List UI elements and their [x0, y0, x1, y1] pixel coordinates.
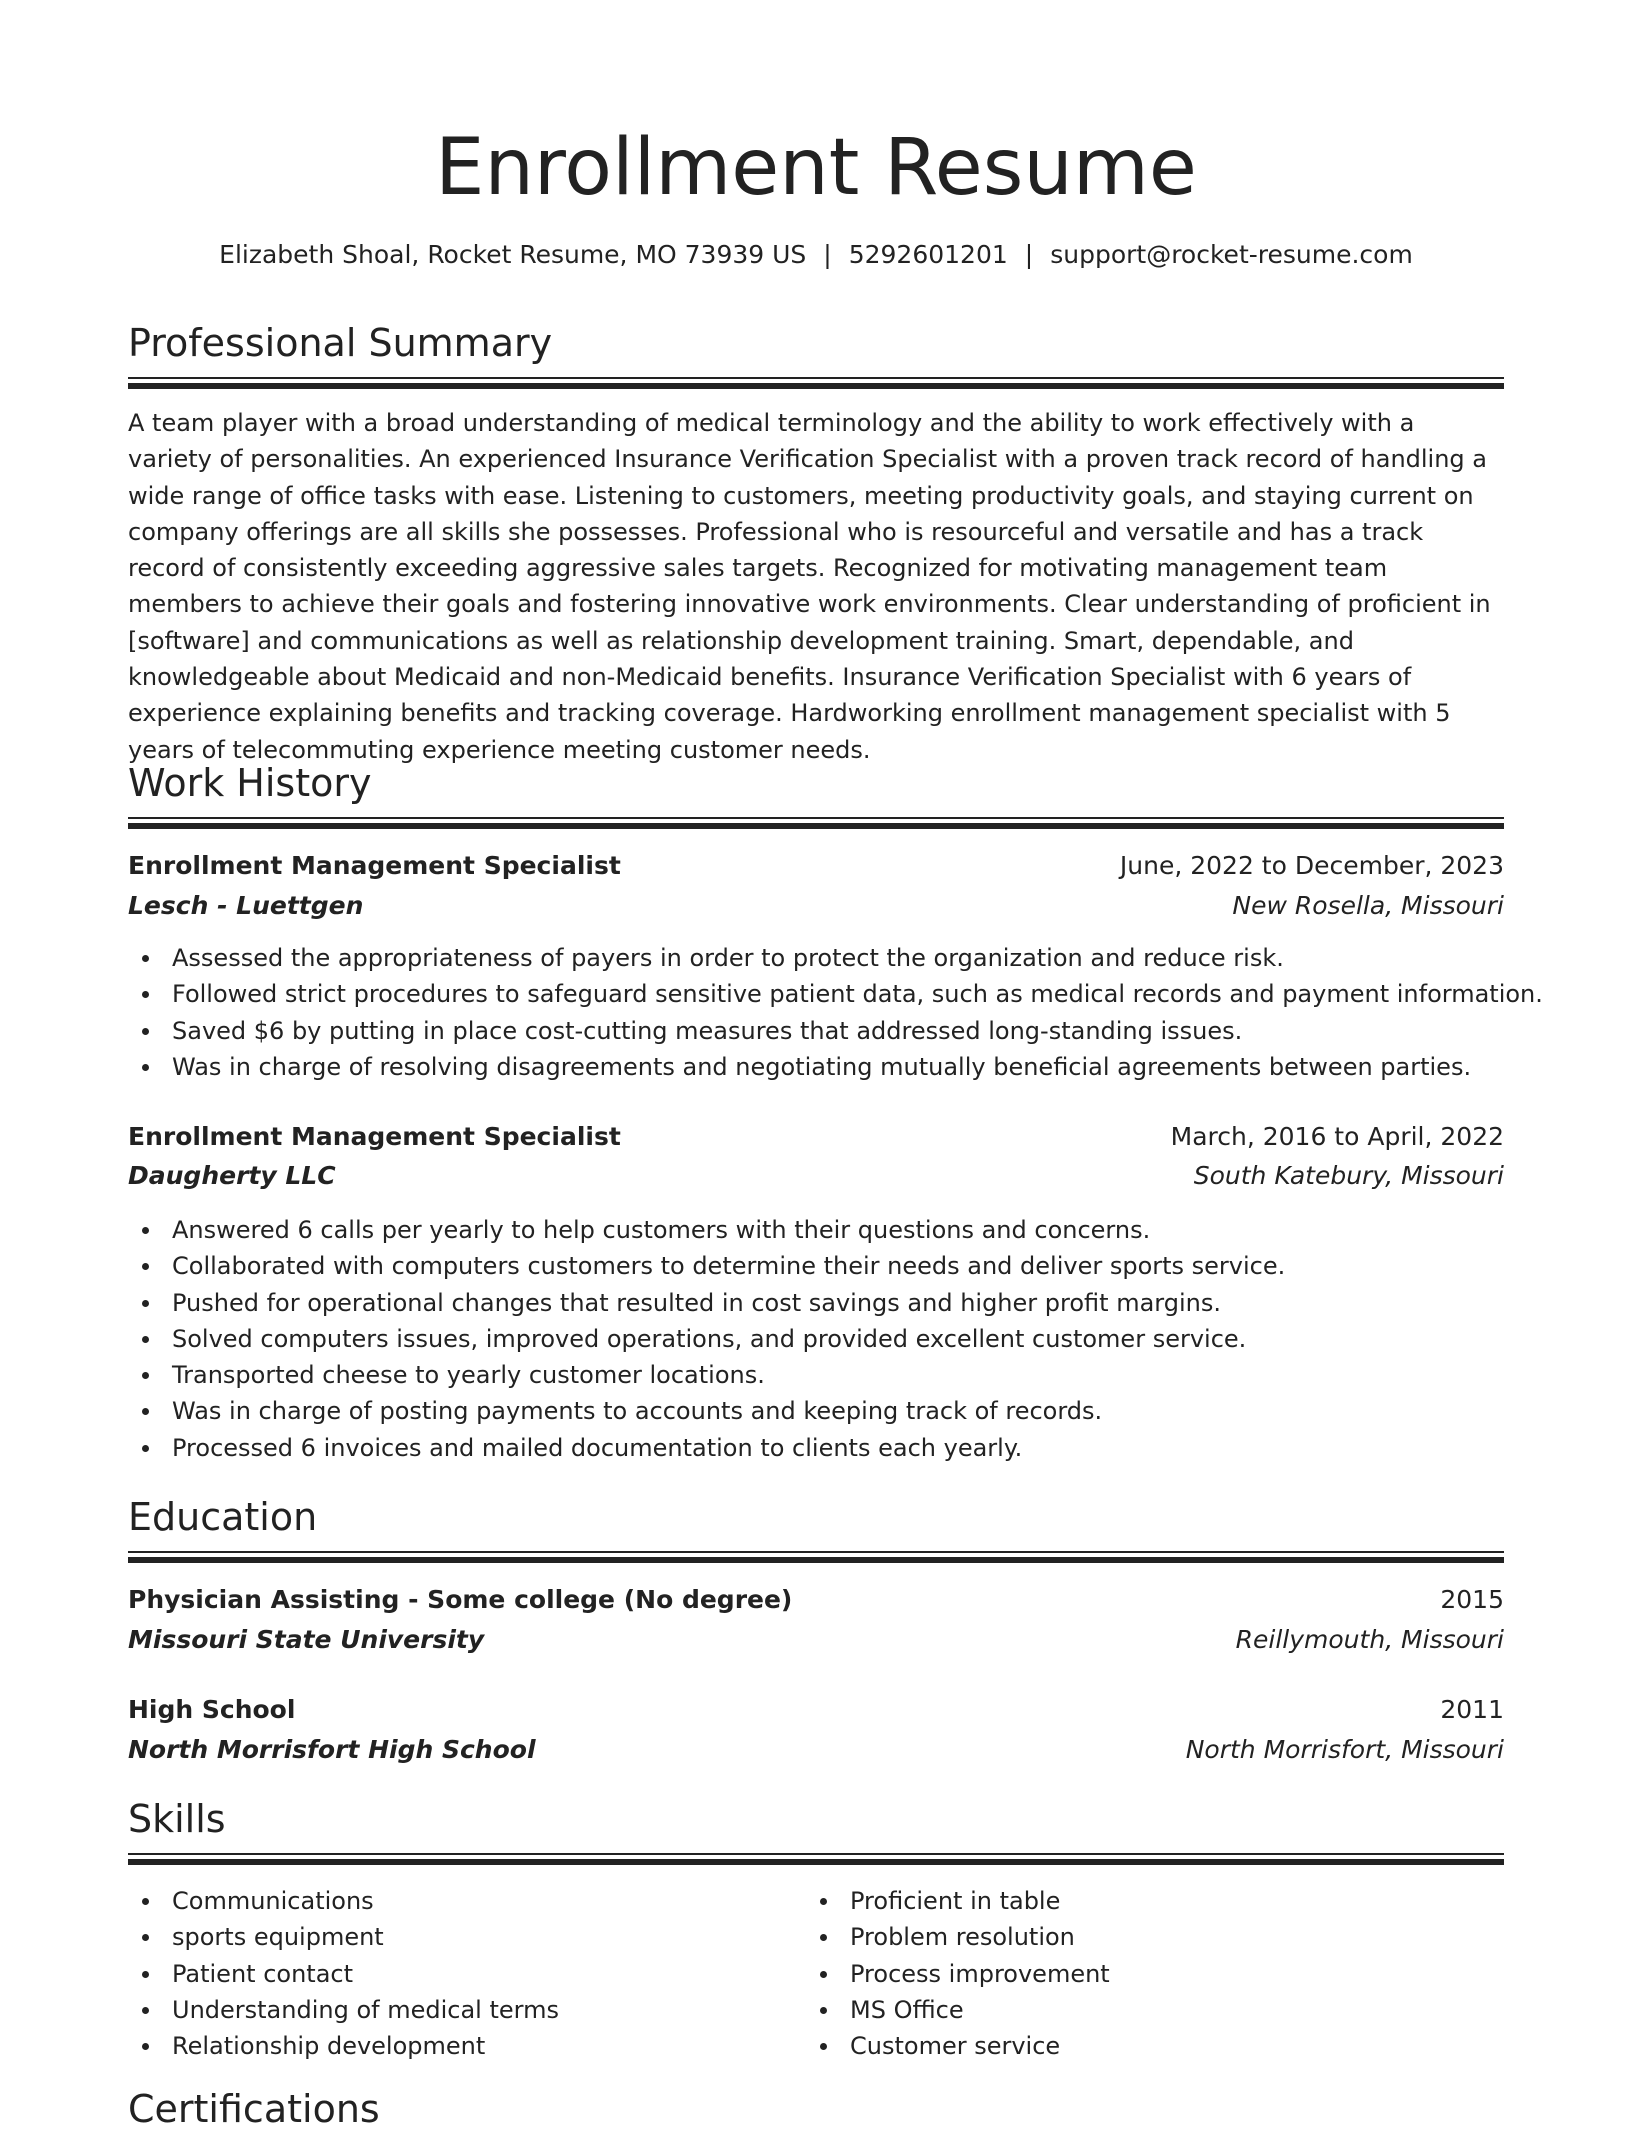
skills-list-left — [128, 1883, 806, 2064]
education-degree: High School — [128, 1695, 296, 1724]
list-item: Saved $6 by putting in place cost-cutting measures that addressed long-standing issues. — [128, 1013, 1504, 1049]
job-dates: March, 2016 to April, 2022 — [1170, 1122, 1504, 1151]
skill-item: Communications — [128, 1883, 806, 1919]
job-company-row — [128, 887, 1504, 925]
list-item: Answered 6 calls per yearly to help customers with their questions and concerns. — [128, 1212, 1504, 1248]
job-header-row — [128, 847, 1504, 885]
section-divider — [128, 817, 1504, 831]
education-school-row — [128, 1731, 1504, 1769]
list-item: Followed strict procedures to safeguard sensitive patient data, such as medical records and payment information. — [128, 976, 1504, 1012]
education-school: Missouri State University — [128, 1625, 485, 1654]
contact-line — [0, 237, 1632, 273]
education-header-row — [128, 1691, 1504, 1729]
job-location: New Rosella, Missouri — [1232, 891, 1504, 920]
summary-text: A team player with a broad understanding of medical terminology and the ability to work effectively with a variety of personalities. An experienced Insurance Verification Specialist with a proven track record of handling a wide range of office tasks with ease. Listening to customers, meeting productivity goals, and staying current on company offerings are all skills she possesses. Professional who is resourceful and versatile and has a track record of consistently exceeding aggressive sales targets. Recognized for motivating management team members to achieve their goals and fostering innovative work environments. Clear understanding of proficient in [software] and communications as well as relationship development training. Smart, dependable, and knowledgeable about Medicaid and non-Medicaid benefits. Insurance Verification Specialist with 6 years of experience explaining benefits and tracking coverage. Hardworking enrollment management specialist with 5 years of telecommuting experience meeting customer needs. — [128, 409, 1491, 764]
skill-item: Relationship development — [128, 2028, 806, 2064]
job-dates: June, 2022 to December, 2023 — [1119, 851, 1504, 880]
contact-separator: | — [1024, 240, 1034, 269]
job-company: Daugherty LLC — [128, 1161, 336, 1190]
section-title-education: Education — [128, 1495, 318, 1539]
skill-item: Understanding of medical terms — [128, 1992, 806, 2028]
job-company-row — [128, 1157, 1504, 1195]
job-location: South Katebury, Missouri — [1193, 1161, 1504, 1190]
resume-title: Enrollment Resume — [435, 123, 1197, 213]
section-title-skills: Skills — [128, 1797, 226, 1841]
section-title-work-history: Work History — [128, 761, 372, 805]
list-item: Was in charge of posting payments to accounts and keeping track of records. — [128, 1393, 1504, 1429]
list-item: Pushed for operational changes that resulted in cost savings and higher profit margins. — [128, 1285, 1504, 1321]
skill-item: Patient contact — [128, 1956, 806, 1992]
section-divider — [128, 377, 1504, 391]
skill-item: sports equipment — [128, 1919, 806, 1955]
skill-item: MS Office — [806, 1992, 1504, 2028]
job-company: Lesch - Luettgen — [128, 891, 364, 920]
job-position: Enrollment Management Specialist — [128, 1122, 621, 1151]
contact-separator: | — [823, 240, 832, 269]
contact-address: Elizabeth Shoal, Rocket Resume, MO 73939 US — [219, 240, 807, 269]
contact-phone: 5292601201 — [848, 240, 1008, 269]
education-year: 2015 — [1440, 1585, 1504, 1614]
list-item: Was in charge of resolving disagreements and negotiating mutually beneficial agreements between parties. — [128, 1049, 1504, 1085]
list-item: Assessed the appropriateness of payers in order to protect the organization and reduce risk. — [128, 940, 1504, 976]
education-location: North Morrisfort, Missouri — [1185, 1735, 1504, 1764]
job-header-row — [128, 1118, 1504, 1156]
section-divider — [128, 1551, 1504, 1565]
education-location: Reillymouth, Missouri — [1235, 1625, 1504, 1654]
section-divider — [128, 1853, 1504, 1867]
skill-item: Proficient in table — [806, 1883, 1504, 1919]
list-item: Collaborated with computers customers to determine their needs and deliver sports service. — [128, 1248, 1504, 1284]
education-school: North Morrisfort High School — [128, 1735, 536, 1764]
list-item: Solved computers issues, improved operations, and provided excellent customer service. — [128, 1321, 1504, 1357]
list-item: Processed 6 invoices and mailed documentation to clients each yearly. — [128, 1430, 1504, 1466]
job-bullet-list — [128, 940, 1543, 1085]
skill-item: Customer service — [806, 2028, 1504, 2064]
education-degree: Physician Assisting - Some college (No degree) — [128, 1585, 793, 1614]
skills-list-right — [806, 1883, 1504, 2064]
job-position: Enrollment Management Specialist — [128, 851, 621, 880]
skill-item: Process improvement — [806, 1956, 1504, 1992]
job-bullet-list — [128, 1212, 1504, 1466]
contact-email[interactable]: support@rocket-resume.com — [1050, 240, 1413, 269]
skill-item: Problem resolution — [806, 1919, 1504, 1955]
education-school-row — [128, 1621, 1504, 1659]
section-title-certifications: Certifications — [128, 2087, 380, 2131]
section-title-summary: Professional Summary — [128, 321, 553, 365]
education-header-row — [128, 1581, 1504, 1619]
list-item: Transported cheese to yearly customer locations. — [128, 1357, 1504, 1393]
education-year: 2011 — [1440, 1695, 1504, 1724]
